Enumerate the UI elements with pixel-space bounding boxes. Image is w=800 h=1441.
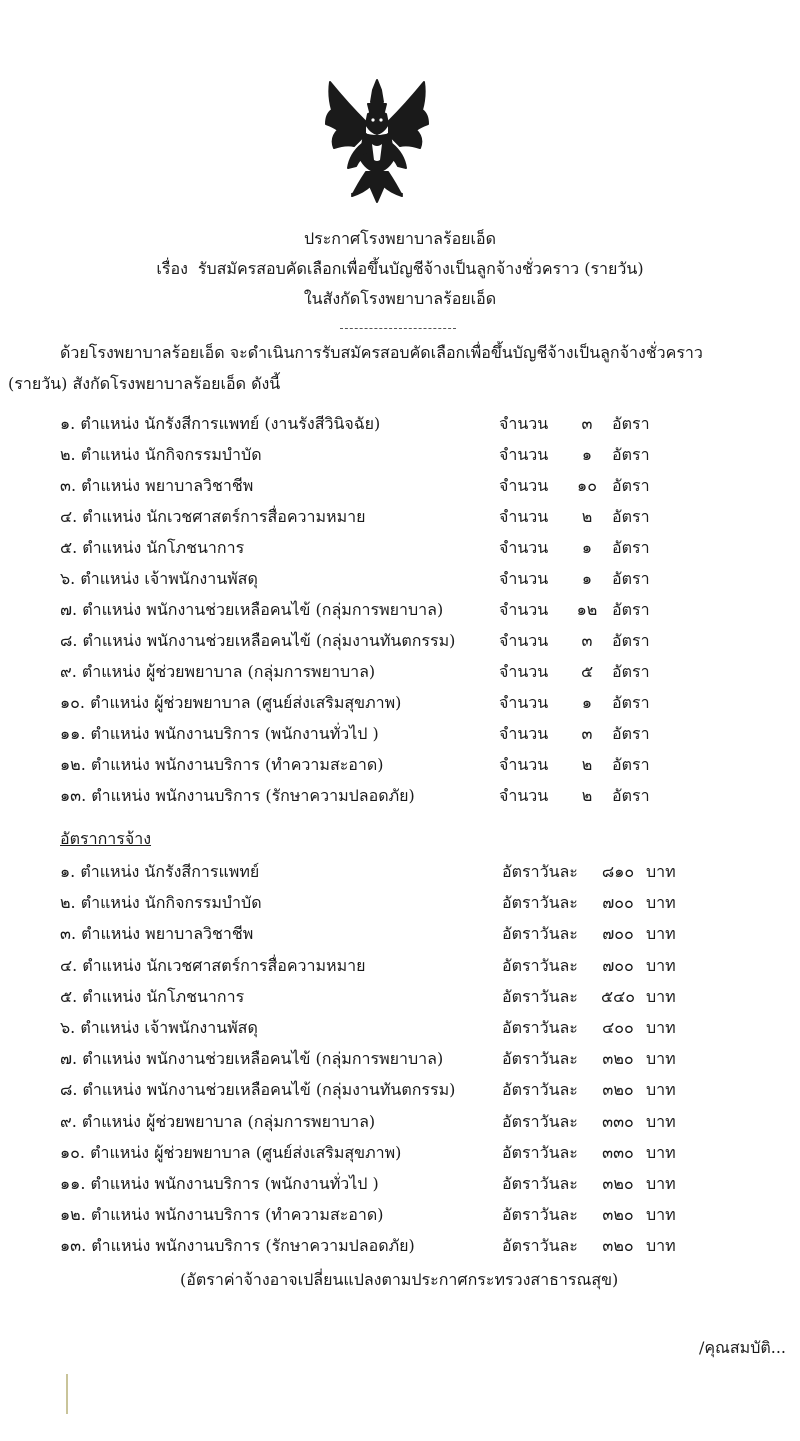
position-row xyxy=(0,535,800,561)
position-title: ๑๒. ตำแหน่ง พนักงานบริการ (ทำความสะอาด) xyxy=(60,755,384,774)
position-title: ๘. ตำแหน่ง พนักงานช่วยเหลือคนไข้ (กลุ่มงานทันตกรรม) xyxy=(60,631,456,650)
wage-row xyxy=(0,953,800,979)
rate-value: ๗๐๐ xyxy=(602,924,634,944)
wage-position-title: ๕. ตำแหน่ง นักโภชนาการ xyxy=(60,986,245,1006)
quantity-value: ๑๒ xyxy=(576,600,598,619)
rate-value: ๓๓๐ xyxy=(602,1142,634,1162)
quantity-value: ๑ xyxy=(581,693,593,712)
position-row xyxy=(0,690,800,716)
quantity-label: จำนวน xyxy=(499,631,549,650)
wage-position-title: ๑๑. ตำแหน่ง พนักงานบริการ (พนักงานทั่วไป ) xyxy=(60,1174,379,1193)
quantity-unit: อัตรา xyxy=(612,538,650,557)
position-row xyxy=(0,411,800,437)
position-title: ๑. ตำแหน่ง นักรังสีการแพทย์ (งานรังสีวินิจฉัย) xyxy=(60,414,381,433)
announcement-subject xyxy=(0,257,800,281)
position-row xyxy=(0,752,800,778)
wage-row xyxy=(0,1202,800,1228)
rate-value: ๕๔๐ xyxy=(601,986,635,1006)
rate-unit: บาท xyxy=(646,1080,676,1100)
position-row xyxy=(0,721,800,747)
rate-label: อัตราวันละ xyxy=(502,862,578,881)
rate-label: อัตราวันละ xyxy=(502,924,578,944)
quantity-label: จำนวน xyxy=(499,693,549,712)
rate-unit: บาท xyxy=(646,893,676,913)
quantity-value: ๕ xyxy=(580,662,594,681)
position-row xyxy=(0,597,800,623)
rate-value: ๗๐๐ xyxy=(602,955,634,975)
quantity-label: จำนวน xyxy=(499,414,549,433)
quantity-unit: อัตรา xyxy=(612,693,650,712)
quantity-unit: อัตรา xyxy=(612,600,650,619)
rate-label: อัตราวันละ xyxy=(502,1205,578,1225)
wage-position-title: ๑๐. ตำแหน่ง ผู้ช่วยพยาบาล (ศูนย์ส่งเสริมสุขภาพ) xyxy=(60,1142,402,1162)
rate-value: ๗๐๐ xyxy=(602,893,634,913)
quantity-label: จำนวน xyxy=(499,786,549,805)
rate-label: อัตราวันละ xyxy=(502,1018,578,1037)
position-title: ๖. ตำแหน่ง เจ้าพนักงานพัสดุ xyxy=(60,569,258,588)
quantity-label: จำนวน xyxy=(499,600,549,619)
wages-note: (อัตราค่าจ้างอาจเปลี่ยนแปลงตามประกาศกระทรวงสาธารณสุข) xyxy=(180,1270,619,1289)
rate-value: ๓๒๐ xyxy=(602,1174,634,1193)
quantity-label: จำนวน xyxy=(499,569,549,588)
quantity-value: ๑ xyxy=(581,445,593,464)
quantity-unit: อัตรา xyxy=(612,631,650,650)
position-title: ๑๓. ตำแหน่ง พนักงานบริการ (รักษาความปลอดภัย) xyxy=(60,786,415,805)
wage-row xyxy=(0,1140,800,1166)
wage-row xyxy=(0,1015,800,1041)
quantity-unit: อัตรา xyxy=(612,755,650,774)
garuda-emblem-icon xyxy=(318,74,436,212)
quantity-value: ๑ xyxy=(581,538,593,557)
wage-row xyxy=(0,984,800,1010)
quantity-unit: อัตรา xyxy=(612,724,650,743)
wage-position-title: ๓. ตำแหน่ง พยาบาลวิชาชีพ xyxy=(60,924,254,944)
position-row xyxy=(0,442,800,468)
wage-position-title: ๒. ตำแหน่ง นักกิจกรรมบำบัด xyxy=(60,893,262,913)
rate-unit: บาท xyxy=(646,1142,676,1162)
quantity-unit: อัตรา xyxy=(612,786,650,805)
wage-row xyxy=(0,1233,800,1259)
rate-value: ๓๒๐ xyxy=(602,1049,634,1069)
rate-label: อัตราวันละ xyxy=(502,1111,578,1131)
wage-position-title: ๑. ตำแหน่ง นักรังสีการแพทย์ xyxy=(60,862,260,881)
position-title: ๒. ตำแหน่ง นักกิจกรรมบำบัด xyxy=(60,445,262,464)
quantity-unit: อัตรา xyxy=(612,445,650,464)
position-row xyxy=(0,566,800,592)
announcement-affiliation: ในสังกัดโรงพยาบาลร้อยเอ็ด xyxy=(303,289,497,308)
wage-position-title: ๙. ตำแหน่ง ผู้ช่วยพยาบาล (กลุ่มการพยาบาล) xyxy=(60,1111,376,1131)
rate-unit: บาท xyxy=(646,1236,676,1256)
continued-marker: /คุณสมบัติ... xyxy=(698,1338,786,1357)
wage-position-title: ๔. ตำแหน่ง นักเวชศาสตร์การสื่อความหมาย xyxy=(60,955,366,975)
position-row xyxy=(0,628,800,654)
rate-value: ๓๒๐ xyxy=(602,1080,634,1100)
rate-unit: บาท xyxy=(646,1111,676,1131)
rate-value: ๓๓๐ xyxy=(602,1111,634,1131)
position-row xyxy=(0,504,800,530)
wage-row xyxy=(0,859,800,885)
quantity-value: ๒ xyxy=(581,786,593,805)
quantity-label: จำนวน xyxy=(499,662,549,681)
quantity-value: ๓ xyxy=(581,631,593,650)
rate-value: ๓๒๐ xyxy=(602,1205,634,1225)
announcement-title: ประกาศโรงพยาบาลร้อยเอ็ด xyxy=(303,229,497,248)
wage-row xyxy=(0,1171,800,1197)
quantity-label: จำนวน xyxy=(499,538,549,557)
wage-row xyxy=(0,1077,800,1103)
position-row xyxy=(0,783,800,809)
quantity-unit: อัตรา xyxy=(612,569,650,588)
wage-position-title: ๑๒. ตำแหน่ง พนักงานบริการ (ทำความสะอาด) xyxy=(60,1205,384,1225)
rate-unit: บาท xyxy=(646,1018,676,1037)
rate-unit: บาท xyxy=(646,1174,676,1193)
quantity-label: จำนวน xyxy=(499,755,549,774)
position-title: ๑๐. ตำแหน่ง ผู้ช่วยพยาบาล (ศูนย์ส่งเสริมสุขภาพ) xyxy=(60,693,402,712)
quantity-value: ๒ xyxy=(581,755,593,774)
position-row xyxy=(0,659,800,685)
quantity-value: ๒ xyxy=(581,507,593,526)
rate-unit: บาท xyxy=(646,924,676,944)
rate-unit: บาท xyxy=(646,1205,676,1225)
rate-label: อัตราวันละ xyxy=(502,955,578,975)
quantity-unit: อัตรา xyxy=(612,414,650,433)
wage-position-title: ๗. ตำแหน่ง พนักงานช่วยเหลือคนไข้ (กลุ่มการพยาบาล) xyxy=(60,1049,444,1069)
wage-row xyxy=(0,890,800,916)
rate-unit: บาท xyxy=(646,955,676,975)
rate-label: อัตราวันละ xyxy=(502,893,578,913)
rate-unit: บาท xyxy=(646,862,676,881)
rate-label: อัตราวันละ xyxy=(502,1049,578,1069)
quantity-unit: อัตรา xyxy=(612,476,650,495)
quantity-label: จำนวน xyxy=(499,724,549,743)
quantity-label: จำนวน xyxy=(499,445,549,464)
rate-value: ๔๐๐ xyxy=(602,1018,634,1037)
position-title: ๔. ตำแหน่ง นักเวชศาสตร์การสื่อความหมาย xyxy=(60,507,366,526)
wage-position-title: ๘. ตำแหน่ง พนักงานช่วยเหลือคนไข้ (กลุ่มงานทันตกรรม) xyxy=(60,1080,456,1100)
rate-value: ๓๒๐ xyxy=(602,1236,634,1256)
rate-label: อัตราวันละ xyxy=(502,1080,578,1100)
quantity-label: จำนวน xyxy=(499,476,549,495)
subject-text: รับสมัครสอบคัดเลือกเพื่อขึ้นบัญชีจ้างเป็นลูกจ้างชั่วคราว (รายวัน) xyxy=(197,259,644,278)
rate-unit: บาท xyxy=(646,986,676,1006)
wage-position-title: ๖. ตำแหน่ง เจ้าพนักงานพัสดุ xyxy=(60,1018,258,1037)
position-title: ๗. ตำแหน่ง พนักงานช่วยเหลือคนไข้ (กลุ่มการพยาบาล) xyxy=(60,600,444,619)
rate-label: อัตราวันละ xyxy=(502,986,578,1006)
quantity-value: ๓ xyxy=(581,724,593,743)
rate-label: อัตราวันละ xyxy=(502,1174,578,1193)
quantity-value: ๓ xyxy=(581,414,593,433)
rate-value: ๘๑๐ xyxy=(601,862,635,881)
intro-line-2: (รายวัน) สังกัดโรงพยาบาลร้อยเอ็ด ดังนี้ xyxy=(8,374,281,393)
intro-line-1: ด้วยโรงพยาบาลร้อยเอ็ด จะดำเนินการรับสมัครสอบคัดเลือกเพื่อขึ้นบัญชีจ้างเป็นลูกจ้างชั่วคราว xyxy=(60,343,703,362)
rate-label: อัตราวันละ xyxy=(502,1142,578,1162)
rate-unit: บาท xyxy=(646,1049,676,1069)
wages-heading: อัตราการจ้าง xyxy=(60,829,152,848)
quantity-unit: อัตรา xyxy=(612,662,650,681)
scan-margin-mark xyxy=(66,1374,68,1414)
position-title: ๕. ตำแหน่ง นักโภชนาการ xyxy=(60,538,245,557)
quantity-value: ๑ xyxy=(581,569,593,588)
wage-position-title: ๑๓. ตำแหน่ง พนักงานบริการ (รักษาความปลอดภัย) xyxy=(60,1236,415,1256)
quantity-value: ๑๐ xyxy=(577,476,597,495)
subject-label: เรื่อง xyxy=(156,259,188,278)
position-title: ๑๑. ตำแหน่ง พนักงานบริการ (พนักงานทั่วไป ) xyxy=(60,724,379,743)
wage-row xyxy=(0,921,800,947)
header-divider xyxy=(340,328,456,329)
position-title: ๓. ตำแหน่ง พยาบาลวิชาชีพ xyxy=(60,476,254,495)
position-title: ๙. ตำแหน่ง ผู้ช่วยพยาบาล (กลุ่มการพยาบาล) xyxy=(60,662,376,681)
wage-row xyxy=(0,1109,800,1135)
quantity-label: จำนวน xyxy=(499,507,549,526)
position-row xyxy=(0,473,800,499)
wage-row xyxy=(0,1046,800,1072)
rate-label: อัตราวันละ xyxy=(502,1236,578,1256)
quantity-unit: อัตรา xyxy=(612,507,650,526)
